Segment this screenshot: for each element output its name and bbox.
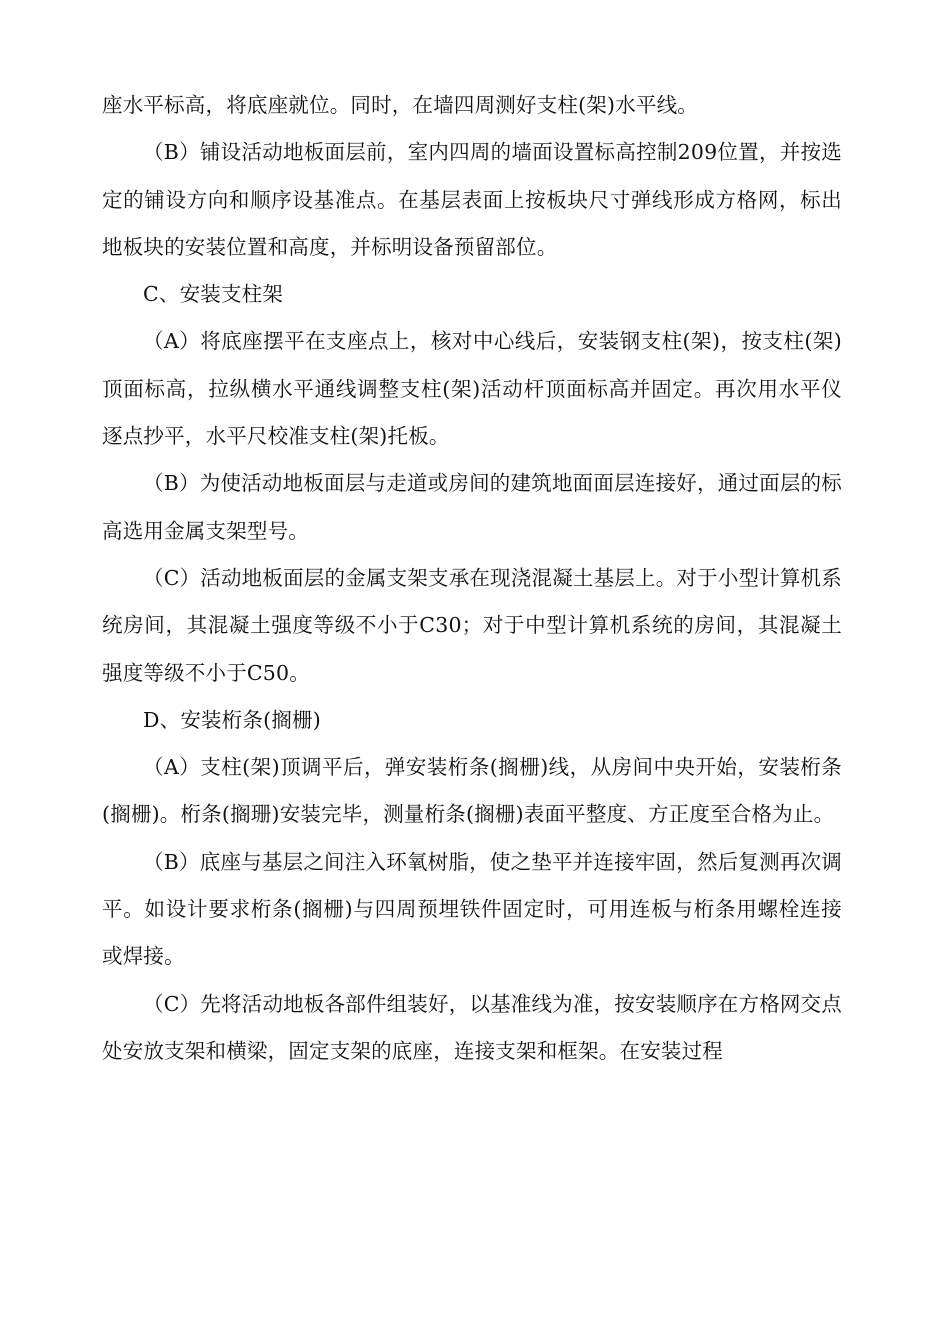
heading-c-install-supports: C、安装支柱架 — [143, 282, 284, 307]
paragraph-d-b: （B）底座与基层之间注入环氧树脂，使之垫平并连接牢固，然后复测再次调平。如设计要求桁条(搁栅)与四周预埋铁件固定时，可用连板与桁条用螺栓连接或焊接。 — [102, 849, 842, 969]
paragraph-b-layout: （B）铺设活动地板面层前，室内四周的墙面设置标高控制209位置，并按选定的铺设方向和顺序设基准点。在基层表面上按板块尺寸弹线形成方格网，标出地板块的安装位置和高度，并标明设备预留部位。 — [102, 140, 842, 259]
document-body — [102, 82, 842, 1075]
heading-d-install-joists: D、安装桁条(搁栅) — [143, 707, 321, 732]
paragraph-c-b: （B）为使活动地板面层与走道或房间的建筑地面面层连接好，通过面层的标高选用金属支架型号。 — [102, 471, 842, 543]
paragraph-c-a: （A）将底座摆平在支座点上，核对中心线后，安装钢支柱(架)，按支柱(架)顶面标高，拉纵横水平通线调整支柱(架)活动杆顶面标高并固定。再次用水平仪逐点抄平，水平尺校准支柱(架)托板。 — [102, 329, 842, 449]
paragraph-continuation: 座水平标高，将底座就位。同时，在墙四周测好支柱(架)水平线。 — [102, 93, 698, 117]
paragraph-d-a: （A）支柱(架)顶调平后，弹安装桁条(搁栅)线，从房间中央开始，安装桁条(搁栅)。桁条(搁珊)安装完毕，测量桁条(搁栅)表面平整度、方正度至合格为止。 — [102, 755, 842, 827]
paragraph-c-c: （C）活动地板面层的金属支架支承在现浇混凝土基层上。对于小型计算机系统房间，其混凝土强度等级不小于C30；对于中型计算机系统的房间，其混凝土强度等级不小于C50。 — [102, 565, 842, 685]
paragraph-d-c: （C）先将活动地板各部件组装好，以基准线为准，按安装顺序在方格网交点处安放支架和横梁，固定支架的底座，连接支架和框架。在安装过程 — [102, 991, 842, 1063]
